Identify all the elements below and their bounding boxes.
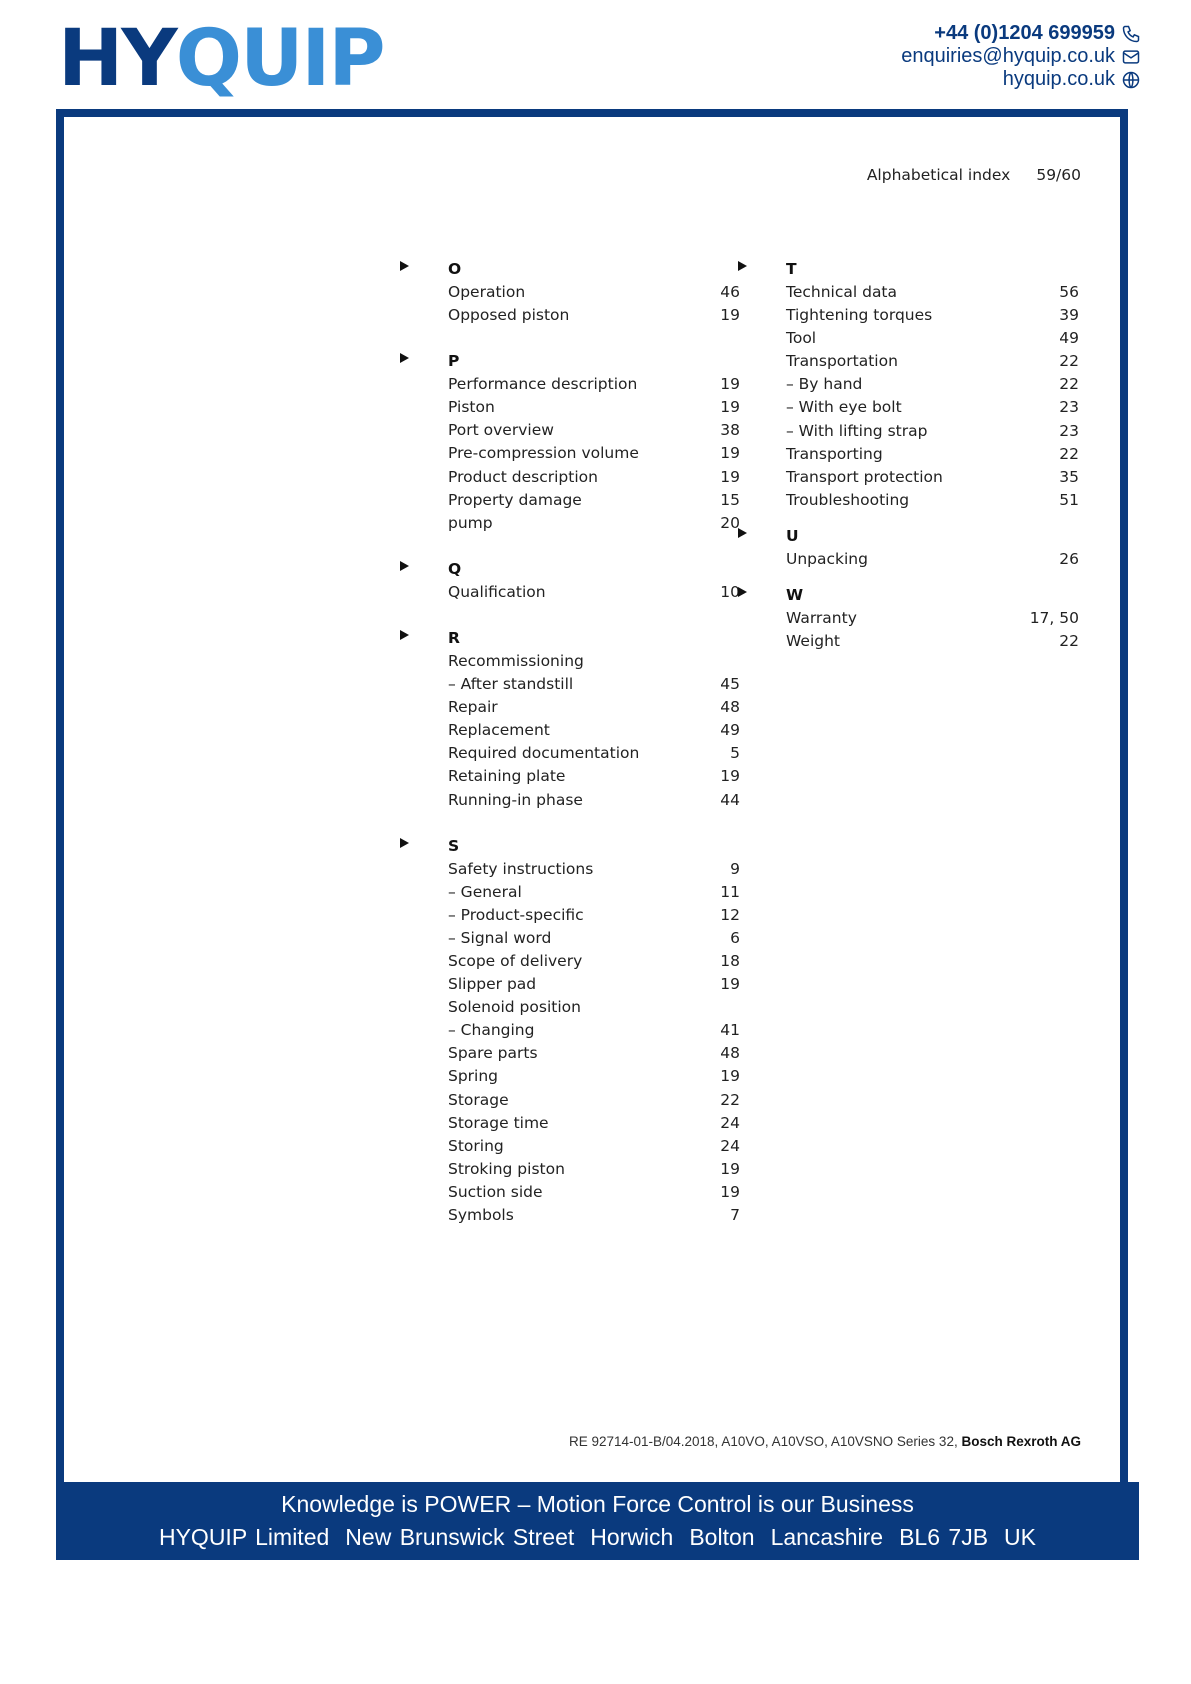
index-page-ref[interactable]: 23 (1059, 421, 1079, 440)
index-entry[interactable] (424, 1042, 740, 1065)
index-term: Symbols (448, 1206, 514, 1224)
index-page-ref[interactable]: 19 (720, 444, 740, 463)
index-term: Product description (448, 467, 598, 486)
index-term: Running-in phase (448, 790, 583, 809)
index-page-ref[interactable]: 22 (720, 1090, 740, 1109)
index-term: – Signal word (448, 928, 552, 947)
index-letter: R (448, 628, 460, 647)
index-page-ref[interactable]: 19 (720, 306, 740, 325)
index-page-ref[interactable]: 12 (720, 905, 740, 924)
index-page-ref[interactable]: 19 (720, 975, 740, 994)
index-entry[interactable] (424, 1181, 740, 1204)
mail-icon (1121, 47, 1141, 67)
index-term: Storing (448, 1136, 504, 1155)
index-term: Piston (448, 398, 495, 417)
index-letter-heading (424, 258, 740, 281)
index-entry[interactable] (424, 765, 740, 788)
index-entry[interactable] (424, 696, 740, 719)
index-page-ref[interactable]: 19 (720, 398, 740, 417)
index-page-ref[interactable]: 23 (1059, 398, 1079, 417)
index-term: Transport protection (786, 467, 943, 486)
index-letter-heading (762, 584, 1079, 607)
address-part: New Brunswick Street (345, 1524, 575, 1550)
index-term: Warranty (786, 609, 857, 628)
index-page-ref[interactable]: 19 (720, 767, 740, 786)
index-page-ref[interactable]: 20 (720, 513, 740, 532)
index-entry[interactable] (424, 1204, 740, 1227)
index-entry[interactable] (424, 581, 740, 604)
index-term: Unpacking (786, 549, 868, 568)
index-page-ref[interactable]: 18 (720, 951, 740, 970)
index-page-ref[interactable]: 39 (1059, 306, 1079, 325)
index-entry[interactable] (424, 927, 740, 950)
index-letter: S (448, 836, 460, 855)
index-term: – Product-specific (448, 905, 584, 924)
address-part: Bolton (689, 1524, 755, 1550)
index-page-ref[interactable]: 22 (1059, 375, 1079, 394)
index-entry[interactable] (424, 419, 740, 442)
index-term: Repair (448, 698, 498, 717)
index-entry[interactable] (424, 950, 740, 973)
index-entry[interactable] (424, 396, 740, 419)
index-term: Solenoid position (448, 998, 581, 1017)
index-page-ref[interactable]: 48 (720, 1044, 740, 1063)
index-term: Suction side (448, 1182, 543, 1201)
index-entry[interactable] (424, 512, 740, 535)
index-section-u (762, 525, 1079, 571)
index-entry[interactable] (424, 881, 740, 904)
index-page-ref[interactable]: 6 (730, 928, 740, 947)
index-term: Tightening torques (786, 306, 933, 325)
index-entry[interactable] (424, 281, 740, 304)
index-term: Storage time (448, 1113, 549, 1132)
index-term: Weight (786, 632, 841, 651)
section-title: Alphabetical index (866, 166, 1011, 184)
triangle-right-icon (400, 261, 409, 271)
index-term: Required documentation (448, 744, 640, 763)
index-entry[interactable] (762, 548, 1079, 571)
footer-address (56, 1525, 1139, 1549)
index-term: Tool (786, 329, 817, 348)
index-entry[interactable] (424, 904, 740, 927)
address-part: Horwich (590, 1524, 674, 1550)
index-page-ref[interactable]: 35 (1059, 467, 1079, 486)
index-entry[interactable] (762, 443, 1079, 466)
logo-part-hy: HY (58, 14, 176, 104)
index-column-right (762, 258, 1079, 653)
index-letter-heading (762, 525, 1079, 548)
index-page-ref[interactable]: 56 (1059, 283, 1079, 301)
index-entry[interactable] (762, 281, 1079, 304)
index-term: – With eye bolt (786, 398, 902, 417)
index-entry[interactable] (424, 442, 740, 465)
email-address[interactable]: enquiries@hyquip.co.uk (901, 45, 1115, 67)
index-entry[interactable] (424, 489, 740, 512)
index-page-ref[interactable]: 22 (1059, 444, 1079, 463)
index-entry[interactable] (424, 1158, 740, 1181)
index-term: Troubleshooting (786, 490, 910, 509)
index-entry[interactable] (424, 650, 740, 673)
index-entry[interactable] (762, 420, 1079, 443)
address-part: HYQUIP Limited (158, 1524, 330, 1550)
index-page-ref[interactable]: 24 (720, 1136, 740, 1155)
index-entry[interactable] (424, 1019, 740, 1042)
index-letter: O (448, 260, 462, 278)
index-letter-heading (762, 258, 1079, 281)
index-section-s (424, 835, 740, 1228)
index-section-p (424, 350, 740, 535)
index-term: Recommissioning (448, 651, 584, 670)
index-entry[interactable] (424, 1135, 740, 1158)
index-term: – With lifting strap (786, 421, 928, 440)
index-term: – General (448, 882, 522, 901)
index-letter: U (786, 526, 799, 545)
document-reference-text: RE 92714-01-B/04.2018, A10VO, A10VSO, A10VSNO Series 32, (568, 1434, 958, 1449)
index-page-ref[interactable]: 26 (1059, 549, 1079, 568)
index-letter: P (448, 352, 460, 371)
index-letter: T (786, 260, 797, 278)
index-page-ref[interactable]: 51 (1059, 490, 1079, 509)
address-part: BL6 7JB (899, 1524, 989, 1550)
index-entry[interactable] (424, 789, 740, 812)
index-term: Stroking piston (448, 1159, 565, 1178)
index-page-ref[interactable]: 22 (1059, 352, 1079, 371)
index-entry[interactable] (762, 304, 1079, 327)
index-page-ref[interactable]: 41 (720, 1021, 740, 1040)
document-reference (569, 1434, 1081, 1449)
triangle-right-icon (400, 353, 409, 363)
index-term: Scope of delivery (448, 951, 583, 970)
index-term: Pre-compression volume (448, 444, 639, 463)
index-section-r (424, 627, 740, 812)
index-term: Retaining plate (448, 767, 566, 786)
contact-email[interactable] (901, 45, 1141, 68)
index-page-ref[interactable]: 45 (720, 675, 740, 694)
index-letter: Q (448, 559, 462, 578)
index-letter: W (786, 586, 804, 605)
index-term: Slipper pad (448, 975, 537, 994)
index-term: – After standstill (448, 675, 574, 694)
triangle-right-icon (738, 587, 747, 597)
index-term: Spring (448, 1067, 499, 1086)
index-entry[interactable] (762, 327, 1079, 350)
index-page-ref[interactable]: 49 (1059, 329, 1079, 348)
index-term: Replacement (448, 721, 550, 740)
index-page-ref[interactable]: 19 (720, 375, 740, 394)
index-entry[interactable] (424, 1089, 740, 1112)
index-page-ref[interactable]: 17, 50 (1029, 609, 1079, 628)
index-term: pump (448, 513, 493, 532)
index-page-ref[interactable]: 19 (720, 1067, 740, 1086)
index-letter-heading (424, 350, 740, 373)
index-entry[interactable] (424, 996, 740, 1019)
index-entry[interactable] (424, 466, 740, 489)
index-page-ref[interactable]: 49 (720, 721, 740, 740)
contact-block (901, 22, 1141, 91)
index-section-w (762, 584, 1079, 653)
globe-icon (1121, 70, 1141, 90)
index-term: Spare parts (448, 1044, 538, 1063)
index-letter-heading (424, 835, 740, 858)
index-entry[interactable] (424, 304, 740, 327)
page-number: 59/60 (1036, 166, 1081, 184)
index-page-ref[interactable]: 44 (720, 790, 740, 809)
index-column-left (424, 258, 740, 1227)
index-entry[interactable] (762, 607, 1079, 630)
index-entry[interactable] (424, 673, 740, 696)
index-entry[interactable] (424, 373, 740, 396)
index-page-ref[interactable]: 24 (720, 1113, 740, 1132)
index-page-ref[interactable]: 15 (720, 490, 740, 509)
index-term: Transportation (786, 352, 898, 371)
index-term: Property damage (448, 490, 582, 509)
index-page-ref[interactable]: 11 (720, 882, 740, 901)
index-entry[interactable] (424, 858, 740, 881)
index-term: Transporting (786, 444, 883, 463)
index-entry[interactable] (424, 1065, 740, 1088)
index-term: Storage (448, 1090, 509, 1109)
index-page-ref[interactable]: 5 (730, 744, 740, 763)
index-page-ref[interactable]: 48 (720, 698, 740, 717)
index-term: – Changing (448, 1021, 535, 1040)
index-entry[interactable] (424, 973, 740, 996)
contact-phone[interactable] (901, 22, 1141, 45)
index-page-ref[interactable]: 7 (730, 1206, 740, 1224)
triangle-right-icon (738, 528, 747, 538)
index-entry[interactable] (762, 373, 1079, 396)
index-term: Technical data (786, 283, 898, 301)
triangle-right-icon (400, 561, 409, 571)
index-page-ref[interactable]: 38 (720, 421, 740, 440)
index-page-ref[interactable]: 19 (720, 467, 740, 486)
index-term: Qualification (448, 582, 546, 601)
index-section-q (424, 558, 740, 604)
page-header (867, 166, 1081, 184)
index-term: Operation (448, 283, 526, 301)
logo-part-quip: QUIP (175, 14, 384, 104)
index-entry[interactable] (762, 489, 1079, 512)
address-part: UK (1004, 1524, 1036, 1550)
contact-website[interactable] (901, 68, 1141, 91)
index-page-ref[interactable]: 19 (720, 1159, 740, 1178)
index-page-ref[interactable]: 22 (1059, 632, 1079, 651)
index-page-ref[interactable]: 46 (720, 283, 740, 301)
index-term: Safety instructions (448, 859, 594, 878)
index-entry[interactable] (424, 742, 740, 765)
hyquip-logo (58, 14, 438, 104)
phone-icon (1121, 24, 1141, 44)
index-page-ref[interactable]: 9 (730, 859, 740, 878)
index-section-o (424, 258, 740, 327)
index-letter-heading (424, 627, 740, 650)
triangle-right-icon (400, 838, 409, 848)
company-name: Bosch Rexroth AG (961, 1434, 1081, 1449)
index-term: Port overview (448, 421, 554, 440)
index-entry[interactable] (424, 1112, 740, 1135)
index-page-ref[interactable]: 10 (720, 582, 740, 601)
index-entry[interactable] (762, 630, 1079, 653)
index-entry[interactable] (762, 466, 1079, 489)
index-term: Performance description (448, 375, 638, 394)
index-term: Opposed piston (448, 306, 570, 325)
footer-slogan: Knowledge is POWER – Motion Force Control is our Business (281, 1491, 914, 1517)
footer-band (56, 1482, 1139, 1560)
index-page-ref[interactable]: 19 (720, 1182, 740, 1201)
triangle-right-icon (400, 630, 409, 640)
index-entry[interactable] (424, 719, 740, 742)
index-section-t (762, 258, 1079, 512)
phone-number[interactable]: +44 (0)1204 699959 (934, 22, 1115, 44)
index-entry[interactable] (762, 396, 1079, 419)
triangle-right-icon (738, 261, 747, 271)
index-entry[interactable] (762, 350, 1079, 373)
index-term: – By hand (786, 375, 863, 394)
address-part: Lancashire (770, 1524, 884, 1550)
index-letter-heading (424, 558, 740, 581)
website-link[interactable]: hyquip.co.uk (1002, 68, 1115, 90)
